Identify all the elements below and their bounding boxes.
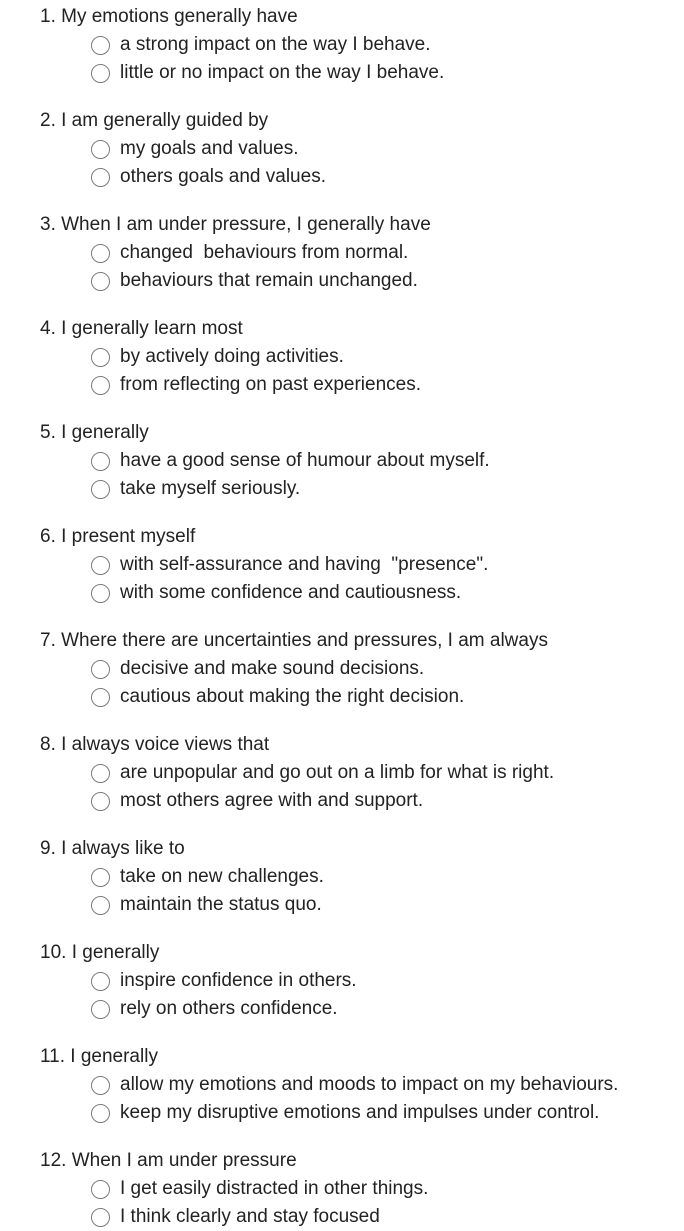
radio-button[interactable] <box>91 272 110 291</box>
radio-button[interactable] <box>91 480 110 499</box>
question-10 <box>40 939 684 1023</box>
option-label[interactable]: have a good sense of humour about myself. <box>120 450 490 471</box>
option-label[interactable]: little or no impact on the way I behave. <box>120 62 445 83</box>
question-3 <box>40 211 684 295</box>
question-11 <box>40 1043 684 1127</box>
question-8 <box>40 731 684 815</box>
question-title: 5. I generally <box>40 422 149 443</box>
option-label[interactable]: cautious about making the right decision. <box>120 686 465 707</box>
option-label[interactable]: keep my disruptive emotions and impulses under control. <box>120 1102 600 1123</box>
radio-button[interactable] <box>91 556 110 575</box>
question-9 <box>40 835 684 919</box>
answer-option[interactable] <box>40 1099 684 1127</box>
answer-option[interactable] <box>40 343 684 371</box>
option-label[interactable]: I think clearly and stay focused <box>120 1206 380 1227</box>
radio-button[interactable] <box>91 36 110 55</box>
radio-button[interactable] <box>91 376 110 395</box>
question-title: 1. My emotions generally have <box>40 6 298 27</box>
answer-option[interactable] <box>40 995 684 1023</box>
answer-option[interactable] <box>40 683 684 711</box>
option-label[interactable]: I get easily distracted in other things. <box>120 1178 429 1199</box>
question-title: 10. I generally <box>40 942 160 963</box>
answer-option[interactable] <box>40 475 684 503</box>
answer-option[interactable] <box>40 135 684 163</box>
option-label[interactable]: with self-assurance and having "presence". <box>120 554 489 575</box>
answer-option[interactable] <box>40 759 684 787</box>
answer-option[interactable] <box>40 891 684 919</box>
radio-button[interactable] <box>91 792 110 811</box>
answer-option[interactable] <box>40 967 684 995</box>
answer-option[interactable] <box>40 267 684 295</box>
radio-button[interactable] <box>91 764 110 783</box>
answer-option[interactable] <box>40 31 684 59</box>
answer-option[interactable] <box>40 163 684 191</box>
question-5 <box>40 419 684 503</box>
radio-button[interactable] <box>91 452 110 471</box>
answer-option[interactable] <box>40 1175 684 1203</box>
answer-option[interactable] <box>40 1071 684 1099</box>
answer-option[interactable] <box>40 787 684 815</box>
radio-button[interactable] <box>91 244 110 263</box>
question-title: 6. I present myself <box>40 526 196 547</box>
question-title: 12. When I am under pressure <box>40 1150 297 1171</box>
radio-button[interactable] <box>91 584 110 603</box>
radio-button[interactable] <box>91 1000 110 1019</box>
question-title: 7. Where there are uncertainties and pressures, I am always <box>40 630 548 651</box>
question-title: 3. When I am under pressure, I generally have <box>40 214 431 235</box>
option-label[interactable]: take myself seriously. <box>120 478 301 499</box>
question-1 <box>40 3 684 87</box>
option-label[interactable]: a strong impact on the way I behave. <box>120 34 431 55</box>
radio-button[interactable] <box>91 1076 110 1095</box>
option-label[interactable]: from reflecting on past experiences. <box>120 374 421 395</box>
option-label[interactable]: take on new challenges. <box>120 866 324 887</box>
question-12 <box>40 1147 684 1231</box>
radio-button[interactable] <box>91 660 110 679</box>
question-title: 4. I generally learn most <box>40 318 243 339</box>
radio-button[interactable] <box>91 64 110 83</box>
question-title: 11. I generally <box>40 1046 158 1067</box>
answer-option[interactable] <box>40 551 684 579</box>
radio-button[interactable] <box>91 140 110 159</box>
answer-option[interactable] <box>40 371 684 399</box>
question-7 <box>40 627 684 711</box>
option-label[interactable]: are unpopular and go out on a limb for what is right. <box>120 762 555 783</box>
radio-button[interactable] <box>91 1180 110 1199</box>
option-label[interactable]: changed behaviours from normal. <box>120 242 409 263</box>
option-label[interactable]: most others agree with and support. <box>120 790 424 811</box>
answer-option[interactable] <box>40 655 684 683</box>
question-2 <box>40 107 684 191</box>
answer-option[interactable] <box>40 239 684 267</box>
radio-button[interactable] <box>91 868 110 887</box>
option-label[interactable]: with some confidence and cautiousness. <box>120 582 462 603</box>
radio-button[interactable] <box>91 348 110 367</box>
answer-option[interactable] <box>40 447 684 475</box>
answer-option[interactable] <box>40 579 684 607</box>
answer-option[interactable] <box>40 59 684 87</box>
answer-option[interactable] <box>40 1203 684 1231</box>
option-label[interactable]: decisive and make sound decisions. <box>120 658 425 679</box>
radio-button[interactable] <box>91 1104 110 1123</box>
question-title: 9. I always like to <box>40 838 185 859</box>
option-label[interactable]: inspire confidence in others. <box>120 970 357 991</box>
radio-button[interactable] <box>91 972 110 991</box>
question-title: 2. I am generally guided by <box>40 110 269 131</box>
option-label[interactable]: maintain the status quo. <box>120 894 322 915</box>
radio-button[interactable] <box>91 168 110 187</box>
radio-button[interactable] <box>91 896 110 915</box>
option-label[interactable]: others goals and values. <box>120 166 326 187</box>
answer-option[interactable] <box>40 863 684 891</box>
option-label[interactable]: by actively doing activities. <box>120 346 344 367</box>
option-label[interactable]: behaviours that remain unchanged. <box>120 270 418 291</box>
option-label[interactable]: allow my emotions and moods to impact on my behaviours. <box>120 1074 619 1095</box>
option-label[interactable]: rely on others confidence. <box>120 998 338 1019</box>
radio-button[interactable] <box>91 688 110 707</box>
question-title: 8. I always voice views that <box>40 734 270 755</box>
option-label[interactable]: my goals and values. <box>120 138 299 159</box>
radio-button[interactable] <box>91 1208 110 1227</box>
question-6 <box>40 523 684 607</box>
question-4 <box>40 315 684 399</box>
